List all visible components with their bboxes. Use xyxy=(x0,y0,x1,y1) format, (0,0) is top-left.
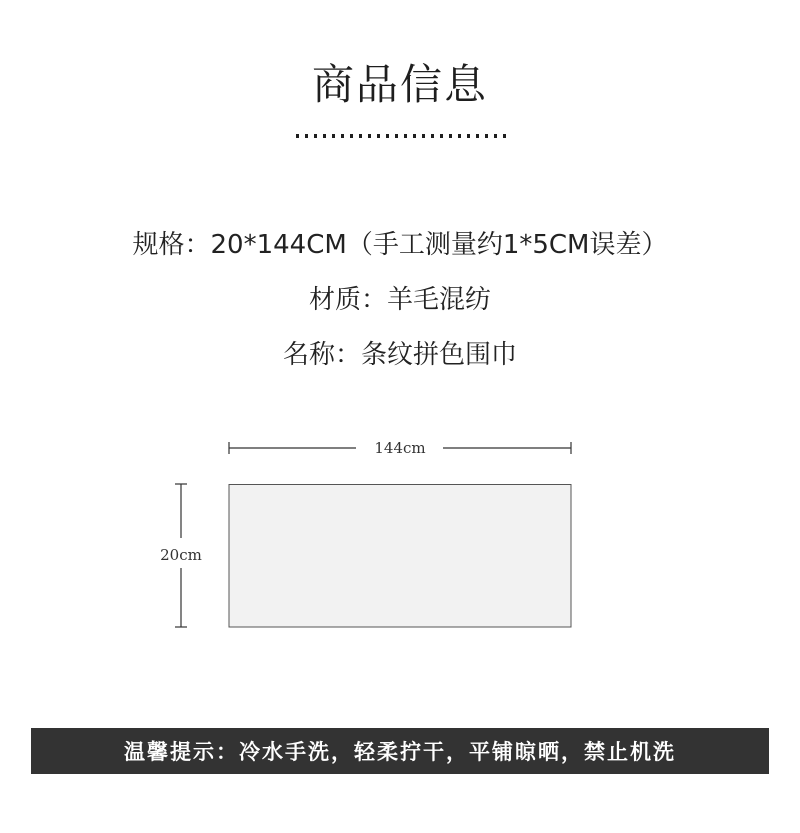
page-title: 商品信息 xyxy=(311,60,488,109)
width-label: 20cm xyxy=(160,546,202,564)
care-notice-banner xyxy=(31,728,769,774)
spec-size: 规格：20*144CM（手工测量约1*5CM误差） xyxy=(132,230,668,260)
spec-material: 材质：羊毛混纺 xyxy=(308,285,491,315)
spec-name: 名称：条纹拼色围巾 xyxy=(282,340,517,370)
length-label: 144cm xyxy=(374,439,426,457)
scarf-rectangle xyxy=(229,485,571,628)
care-notice-text: 温馨提示：冷水手洗，轻柔拧干，平铺晾晒，禁止机洗 xyxy=(124,740,676,764)
